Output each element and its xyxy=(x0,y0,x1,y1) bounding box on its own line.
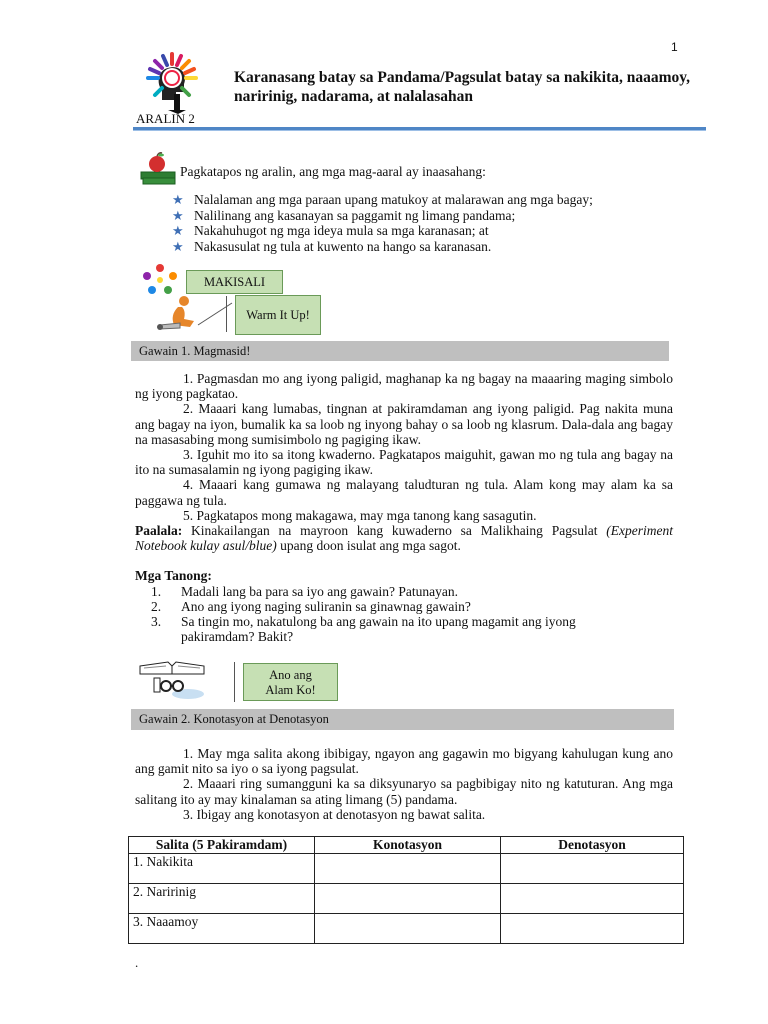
list-item: 3. Sa tingin mo, nakatulong ba ang gawain na ito upang magamit ang iyong pakiramdam? Bakit? xyxy=(151,614,576,645)
step-text: 2. Maaari kang lumabas, tingnan at pakiramdaman ang iyong paligid. Pag nakita muna ang bagay na iyon, bumalik ka sa loob ng inyong bahay o sa loob ng klasrum. Dala-dala ang bagay na masasabing mong sumisimbolo ng pagiging ikaw. xyxy=(135,401,673,447)
reminder-note: Paalala: Kinakailangan na mayroon kang kuwaderno sa Malikhaing Pagsulat (Experiment Notebook kulay asul/blue) upang doon isulat ang mga sagot. xyxy=(135,523,673,554)
table-cell[interactable] xyxy=(501,914,684,944)
gawain1-body xyxy=(135,371,673,644)
table-header: Konotasyon xyxy=(315,837,501,854)
colorful-head-logo xyxy=(140,52,204,114)
footer-mark: . xyxy=(135,955,139,970)
warm-it-up-label: Warm It Up! xyxy=(235,295,321,335)
step-text: 3. Iguhit mo ito sa itong kwaderno. Pagkatapos maiguhit, gawan mo ng tula ang bagay na ito na sumasalamin ng iyong pagiging ikaw. xyxy=(135,447,673,478)
table-cell[interactable] xyxy=(315,884,501,914)
step-text: 5. Pagkatapos mong makagawa, may mga tanong kang sasagutin. xyxy=(183,507,537,523)
table-row xyxy=(129,914,684,944)
table-header-row xyxy=(129,837,684,854)
table-row xyxy=(129,884,684,914)
step-text: 4. Maaari kang gumawa ng malayang taludturan ng tula. Alam kong may alam ka sa paggawa ng tula. xyxy=(135,477,673,508)
questions-heading: Mga Tanong: xyxy=(135,568,212,584)
questions-list xyxy=(135,584,673,645)
divider-line xyxy=(234,662,235,702)
book-reader-icon xyxy=(138,660,208,702)
list-item: ★ Nalalaman ang mga paraan upang matukoy at malarawan ang mga bagay; xyxy=(172,192,593,207)
table-row xyxy=(129,854,684,884)
objectives-intro: Pagkatapos ng aralin, ang mga mag-aaral ay inaasahang: xyxy=(180,164,486,179)
gawain1-title: Gawain 1. Magmasid! xyxy=(131,341,669,361)
table-cell[interactable] xyxy=(315,914,501,944)
star-icon: ★ xyxy=(172,207,184,223)
table-cell: 2. Naririnig xyxy=(129,884,315,914)
table-cell[interactable] xyxy=(501,884,684,914)
table-header: Denotasyon xyxy=(501,837,684,854)
table-header: Salita (5 Pakiramdam) xyxy=(129,837,315,854)
lesson-label: ARALIN 2 xyxy=(136,111,195,126)
table-cell: 3. Naaamoy xyxy=(129,914,315,944)
star-icon: ★ xyxy=(172,223,184,238)
people-circle-icon xyxy=(140,262,180,296)
list-item: 2. Ano ang iyong naging suliranin sa ginawnag gawain? xyxy=(151,598,471,614)
step-text: 2. Maaari ring sumangguni ka sa diksyunaryo sa pagbibigay nito ng katuturan. Ang mga salitang ito ay may kinalaman sa ating limang (5) pandama. xyxy=(135,776,673,807)
divider-line xyxy=(226,296,227,332)
list-item: 1. Madali lang ba para sa iyo ang gawain? Patunayan. xyxy=(151,583,459,599)
table-cell: 1. Nakikita xyxy=(129,854,315,884)
apple-books-icon xyxy=(140,152,178,186)
table-cell[interactable] xyxy=(501,854,684,884)
list-item: ★ Nalilinang ang kasanayan sa paggamit ng limang pandama; xyxy=(172,207,516,223)
writer-figure-icon xyxy=(150,295,234,335)
gawain2-body xyxy=(135,746,673,822)
step-text: 1. May mga salita akong ibibigay, ngayon ang gagawin mo bigyang kahulugan kung ano ang gamit nito sa iyo o sa iyong pagsulat. xyxy=(135,746,673,777)
star-icon: ★ xyxy=(172,238,184,254)
star-icon: ★ xyxy=(172,192,184,207)
ano-ang-alam-ko-label: Ano ang Alam Ko! xyxy=(243,663,338,701)
page-number: 1 xyxy=(671,40,678,54)
objectives-list xyxy=(172,192,593,254)
list-item: ★ Nakasusulat ng tula at kuwento na hango sa karanasan. xyxy=(172,238,492,254)
header-divider-light xyxy=(133,130,706,131)
table-cell[interactable] xyxy=(315,854,501,884)
makisali-label: MAKISALI xyxy=(186,270,283,294)
step-text: 3. Ibigay ang konotasyon at denotasyon ng bawat salita. xyxy=(183,806,486,822)
lesson-title: Karanasang batay sa Pandama/Pagsulat batay sa nakikita, naaamoy, naririnig, nadarama, at nalalasahan xyxy=(234,69,691,105)
konotasyon-table xyxy=(128,836,684,944)
list-item: ★ Nakahuhugot ng mga ideya mula sa mga karanasan; at xyxy=(172,223,489,238)
step-text: 1. Pagmasdan mo ang iyong paligid, maghanap ka ng bagay na maaaring maging simbolo ng iyong pagkatao. xyxy=(135,371,673,402)
gawain2-title: Gawain 2. Konotasyon at Denotasyon xyxy=(131,709,674,730)
